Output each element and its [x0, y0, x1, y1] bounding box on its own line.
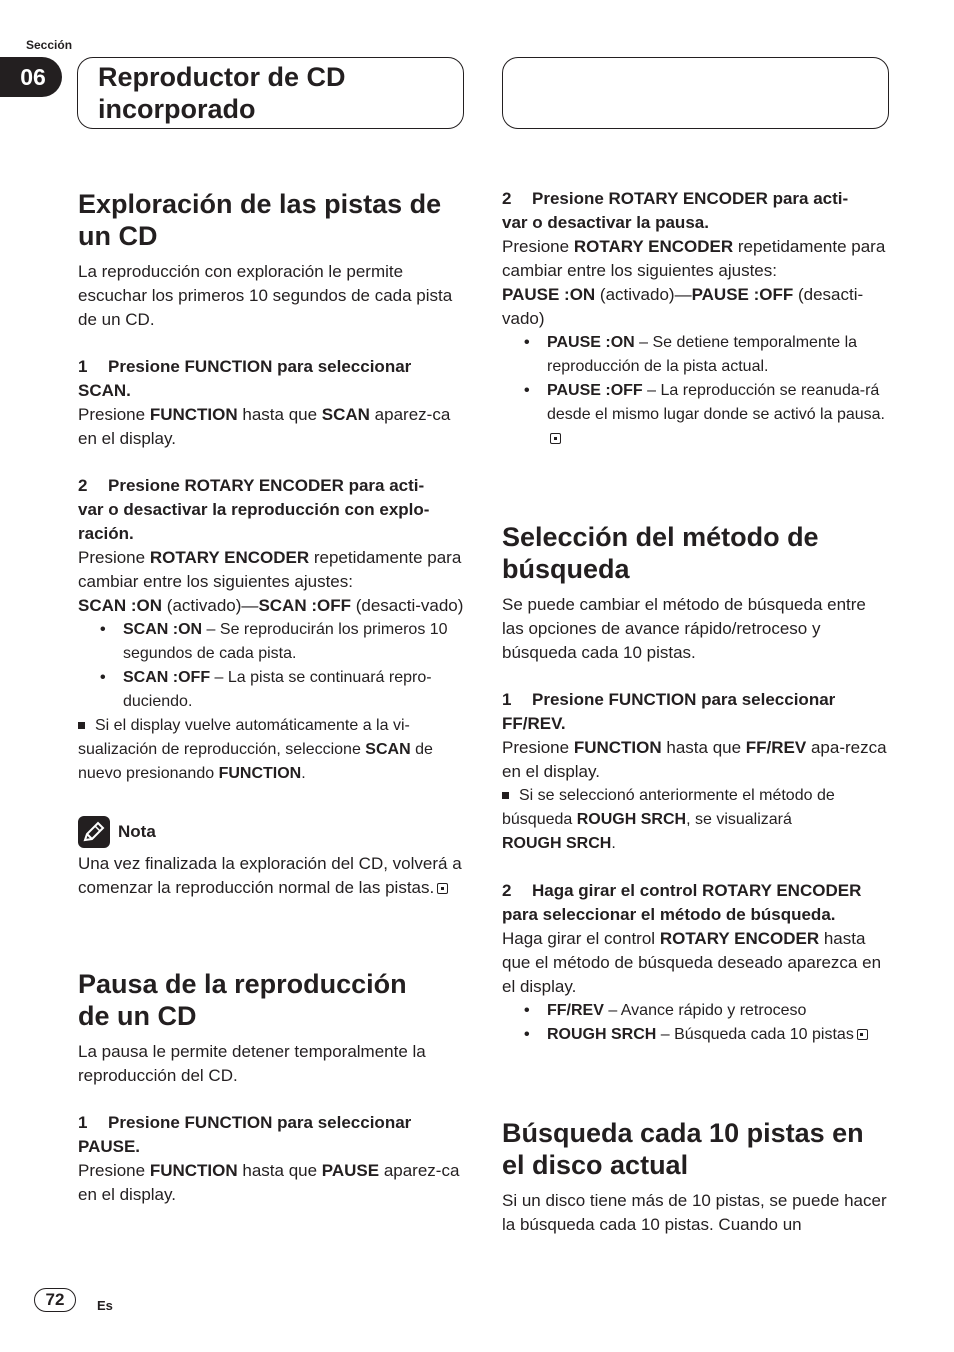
bullet-list	[78, 618, 466, 714]
step-heading: 1 Presione FUNCTION para seleccionar SCAN.	[78, 357, 412, 400]
bullet-list	[502, 331, 890, 451]
paragraph: Presione FUNCTION hasta que PAUSE aparez-ca en el display.	[78, 1161, 460, 1204]
paragraph: Presione FUNCTION hasta que SCAN aparez-ca en el display.	[78, 405, 451, 448]
square-bullet-icon	[502, 792, 509, 799]
square-bullet-icon	[78, 722, 85, 729]
paragraph: Presione FUNCTION hasta que FF/REV apa-rezca en el display.	[502, 738, 887, 781]
pencil-note-icon	[78, 816, 110, 848]
chapter-title: Reproductor de CD incorporado	[98, 62, 346, 124]
paragraph: Se puede cambiar el método de búsqueda entre las opciones de avance rápido/retroceso y búsqueda cada 10 pistas.	[502, 595, 866, 662]
note-paragraph: Si el display vuelve automáticamente a la vi-sualización de reproducción, seleccione SCAN de nuevo presionando FUNCTION.	[78, 717, 433, 782]
chapter-title-box	[77, 57, 464, 129]
step-heading: 1 Presione FUNCTION para seleccionar FF/REV.	[502, 690, 836, 733]
section-title-pausa: Pausa de la reproducción de un CD	[78, 969, 407, 1031]
step-heading: 1 Presione FUNCTION para seleccionar PAUSE.	[78, 1113, 412, 1156]
left-column	[78, 188, 466, 1207]
paragraph: La pausa le permite detener temporalmente la reproducción del CD.	[78, 1042, 426, 1085]
list-item: • PAUSE :OFF – La reproducción se reanuda-rá desde el mismo lugar donde se activó la pausa.	[502, 379, 890, 451]
nota-heading	[78, 816, 466, 848]
paragraph: Haga girar el control ROTARY ENCODER hasta que el método de búsqueda deseado aparezca en el display.	[502, 929, 882, 996]
list-item: • SCAN :OFF – La pista se continuará repro-duciendo.	[78, 666, 466, 714]
step-heading: 2 Haga girar el control ROTARY ENCODER para seleccionar el método de búsqueda.	[502, 881, 862, 924]
list-item: • FF/REV – Avance rápido y retroceso	[502, 999, 890, 1023]
paragraph: La reproducción con exploración le permite escuchar los primeros 10 segundos de cada pista de un CD.	[78, 262, 453, 329]
list-item: • PAUSE :ON – Se detiene temporalmente la reproducción de la pista actual.	[502, 331, 890, 379]
list-item: • SCAN :ON – Se reproducirán los primeros 10 segundos de cada pista.	[78, 618, 466, 666]
list-item: • ROUGH SRCH – Búsqueda cada 10 pistas	[502, 1023, 890, 1047]
paragraph: Presione ROTARY ENCODER repetidamente para cambiar entre los siguientes ajustes: SCAN :ON (activado)—SCAN :OFF (desacti-vado)	[78, 548, 464, 615]
language-code: Es	[97, 1298, 113, 1313]
section-label: Sección	[26, 38, 73, 52]
step-heading: 2 Presione ROTARY ENCODER para acti- var o desactivar la pausa.	[502, 189, 849, 232]
step-heading: 2 Presione ROTARY ENCODER para acti- var o desactivar la reproducción con explo- ración.	[78, 476, 430, 543]
section-title-seleccion: Selección del método de búsqueda	[502, 522, 819, 584]
end-mark-icon	[437, 883, 448, 894]
nota-label: Nota	[118, 822, 156, 841]
paragraph: Presione ROTARY ENCODER repetidamente para cambiar entre los siguientes ajustes: PAUSE :ON (activado)—PAUSE :OFF (desacti-vado)	[502, 237, 886, 328]
section-title-busqueda: Búsqueda cada 10 pistas en el disco actual	[502, 1118, 864, 1180]
page-number: 72	[34, 1288, 76, 1312]
end-mark-icon	[857, 1029, 868, 1040]
paragraph: Si un disco tiene más de 10 pistas, se puede hacer la búsqueda cada 10 pistas. Cuando un	[502, 1191, 887, 1234]
right-column	[502, 187, 890, 1237]
section-title-exploracion: Exploración de las pistas de un CD	[78, 189, 442, 251]
bullet-list	[502, 999, 890, 1047]
section-number-tab: 06	[0, 57, 62, 97]
end-mark-icon	[550, 433, 561, 444]
empty-header-box	[502, 57, 889, 129]
note-text: Una vez finalizada la exploración del CD, volverá a comenzar la reproducción normal de las pistas.	[78, 854, 462, 897]
note-paragraph: Si se seleccionó anteriormente el método de búsqueda ROUGH SRCH, se visualizará ROUGH SRCH.	[502, 787, 835, 852]
